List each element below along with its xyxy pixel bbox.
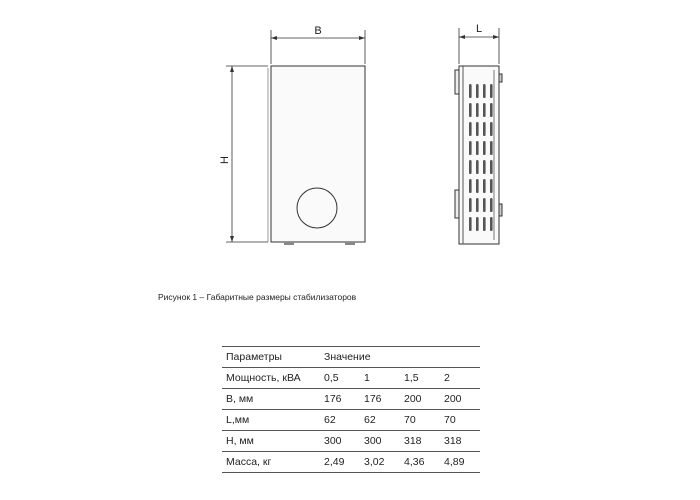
vent-slot: [483, 84, 486, 98]
row-value: 200: [400, 389, 440, 410]
row-value: 200: [440, 389, 480, 410]
row-parameter: H, мм: [222, 431, 320, 452]
table-row: [222, 431, 480, 452]
vent-slot: [490, 198, 493, 212]
vent-slot: [483, 160, 486, 174]
vent-slot: [469, 103, 472, 117]
row-value: 300: [360, 431, 400, 452]
row-value: 70: [440, 410, 480, 431]
vent-slot: [469, 84, 472, 98]
table-row: [222, 452, 480, 473]
front-view: [268, 66, 365, 245]
dimension-b-label: B: [314, 25, 322, 37]
row-value: 4,36: [400, 452, 440, 473]
vent-slot: [483, 103, 486, 117]
row-parameter: Мощность, кВА: [222, 368, 320, 389]
vent-slot: [476, 179, 479, 193]
row-value: 70: [400, 410, 440, 431]
dimension-h: [226, 66, 268, 242]
row-value: 318: [440, 431, 480, 452]
vent-slot: [469, 179, 472, 193]
vent-slot: [476, 141, 479, 155]
side-tab-bottom: [499, 204, 502, 216]
vent-slot: [469, 122, 472, 136]
table-row: [222, 368, 480, 389]
vent-slot: [469, 160, 472, 174]
vent-slot: [469, 141, 472, 155]
front-housing: [271, 66, 365, 242]
vent-slot: [476, 103, 479, 117]
side-bracket-top: [455, 70, 459, 94]
header-values: Значение: [320, 347, 480, 368]
vent-slot: [469, 217, 472, 231]
row-value: 176: [320, 389, 360, 410]
vent-slot: [490, 84, 493, 98]
specification-table: [222, 346, 480, 473]
vent-slot: [476, 160, 479, 174]
row-value: 0,5: [320, 368, 360, 389]
row-value: 2: [440, 368, 480, 389]
table-header-row: [222, 347, 480, 368]
vent-slot: [490, 122, 493, 136]
vent-slot: [483, 179, 486, 193]
row-value: 2,49: [320, 452, 360, 473]
front-foot-right: [345, 242, 355, 245]
row-value: 3,02: [360, 452, 400, 473]
row-value: 1,5: [400, 368, 440, 389]
vent-slot: [476, 122, 479, 136]
row-parameter: L,мм: [222, 410, 320, 431]
row-value: 300: [320, 431, 360, 452]
row-value: 4,89: [440, 452, 480, 473]
vent-slot: [469, 198, 472, 212]
vent-slot: [490, 160, 493, 174]
side-housing: [459, 66, 499, 244]
vent-slot: [483, 141, 486, 155]
row-value: 1: [360, 368, 400, 389]
dimension-l-label: L: [475, 23, 483, 35]
vent-slot: [490, 141, 493, 155]
vent-slot: [476, 84, 479, 98]
vent-slot: [490, 217, 493, 231]
header-parameters: Параметры: [222, 347, 320, 368]
vent-slot: [476, 217, 479, 231]
vent-slot: [490, 179, 493, 193]
row-value: 318: [400, 431, 440, 452]
vent-slot: [490, 103, 493, 117]
table-row: [222, 389, 480, 410]
vent-slot: [483, 198, 486, 212]
dimension-h-label: H: [219, 156, 231, 164]
side-tab-top: [499, 74, 502, 82]
front-foot-left: [284, 242, 294, 245]
vent-slot: [483, 122, 486, 136]
row-parameter: Масса, кг: [222, 452, 320, 473]
vent-slot: [476, 198, 479, 212]
row-parameter: B, мм: [222, 389, 320, 410]
figure-caption: Рисунок 1 – Габаритные размеры стабилизаторов: [158, 292, 357, 302]
side-bracket-bottom: [455, 190, 459, 218]
vent-slot: [483, 217, 486, 231]
row-value: 62: [320, 410, 360, 431]
table-row: [222, 410, 480, 431]
row-value: 62: [360, 410, 400, 431]
row-value: 176: [360, 389, 400, 410]
